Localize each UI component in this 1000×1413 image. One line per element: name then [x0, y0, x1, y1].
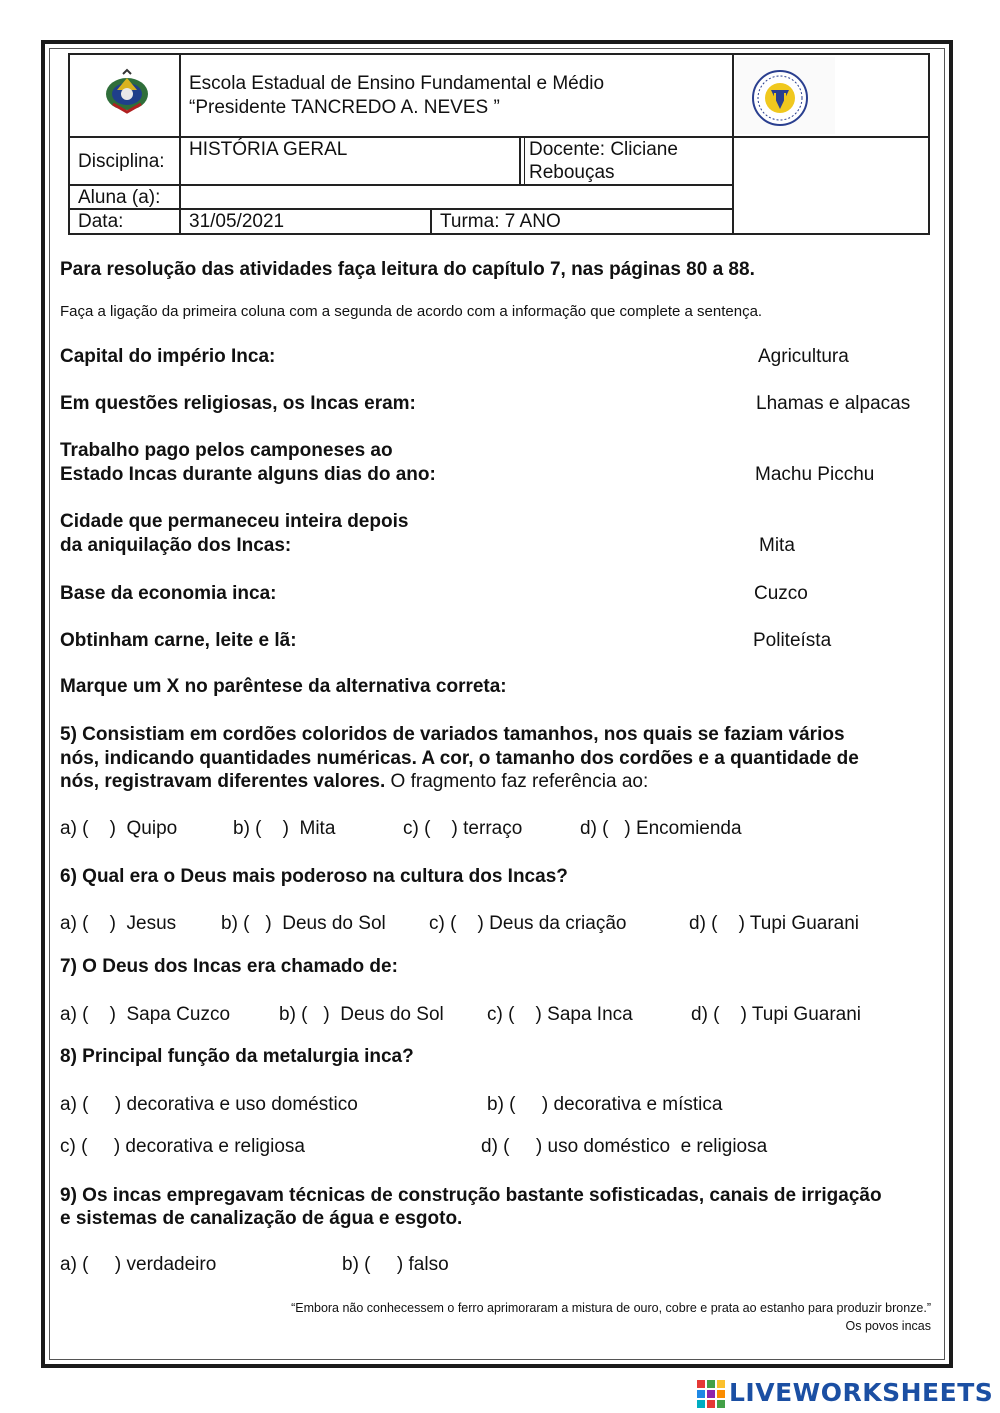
q9-option-b[interactable]: b) ( ) falso [342, 1254, 449, 1275]
q8-text: 8) Principal função da metalurgia inca? [60, 1046, 414, 1067]
disciplina-value: HISTÓRIA GERAL [189, 139, 348, 160]
match-left-1: Capital do império Inca: [60, 346, 276, 367]
q9-line2: e sistemas de canalização de água e esgoto. [60, 1208, 463, 1229]
q7-text: 7) O Deus dos Incas era chamado de: [60, 956, 398, 977]
match-left-4b: da aniquilação dos Incas: [60, 535, 292, 556]
match-right-1[interactable]: Agricultura [758, 346, 849, 367]
q7-option-a[interactable]: a) ( ) Sapa Cuzco [60, 1004, 231, 1025]
match-right-2[interactable]: Lhamas e alpacas [756, 393, 911, 414]
q5-option-d[interactable]: d) ( ) Encomienda [580, 818, 742, 839]
q9-option-a[interactable]: a) ( ) verdadeiro [60, 1254, 217, 1275]
q6-option-b[interactable]: b) ( ) Deus do Sol [221, 913, 386, 934]
aluna-label: Aluna (a): [78, 187, 161, 208]
q6-option-c[interactable]: c) ( ) Deus da criação [429, 913, 627, 934]
q9-line1: 9) Os incas empregavam técnicas de construção bastante sofisticadas, canais de irrigação [60, 1185, 882, 1206]
divider [68, 184, 734, 186]
match-right-6[interactable]: Politeísta [753, 630, 832, 651]
match-left-4a: Cidade que permaneceu inteira depois [60, 511, 409, 532]
match-left-2: Em questões religiosas, os Incas eram: [60, 393, 416, 414]
reading-instruction: Para resolução das atividades faça leitura do capítulo 7, nas páginas 80 a 88. [60, 259, 755, 280]
q7-option-d[interactable]: d) ( ) Tupi Guarani [691, 1004, 862, 1025]
school-name-line1: Escola Estadual de Ensino Fundamental e Médio [189, 73, 605, 94]
q5-option-c[interactable]: c) ( ) terraço [403, 818, 523, 839]
match-left-3a: Trabalho pago pelos camponeses ao [60, 440, 393, 461]
school-seal-icon [735, 57, 835, 134]
q5-option-a[interactable]: a) ( ) Quipo [60, 818, 178, 839]
q6-option-a[interactable]: a) ( ) Jesus [60, 913, 177, 934]
match-right-4[interactable]: Mita [759, 535, 795, 556]
data-value: 31/05/2021 [189, 211, 285, 232]
q8-option-b[interactable]: b) ( ) decorativa e mística [487, 1094, 723, 1115]
q6-text: 6) Qual era o Deus mais poderoso na cultura dos Incas? [60, 866, 568, 887]
divider [524, 138, 525, 184]
divider [519, 136, 521, 185]
school-name-line2: “Presidente TANCREDO A. NEVES ” [189, 97, 500, 118]
docente-line2: Rebouças [529, 162, 615, 183]
match-left-5: Base da economia inca: [60, 583, 277, 604]
q6-option-d[interactable]: d) ( ) Tupi Guarani [689, 913, 860, 934]
match-left-3b: Estado Incas durante alguns dias do ano: [60, 464, 436, 485]
q7-option-c[interactable]: c) ( ) Sapa Inca [487, 1004, 633, 1025]
match-left-6: Obtinham carne, leite e lã: [60, 630, 297, 651]
q8-option-a[interactable]: a) ( ) decorativa e uso doméstico [60, 1094, 358, 1115]
liveworksheets-text: LIVEWORKSHEETS [729, 1378, 994, 1407]
school-logo-icon [103, 68, 151, 116]
q8-option-d[interactable]: d) ( ) uso doméstico e religiosa [481, 1136, 768, 1157]
footer-quote: “Embora não conhecessem o ferro aprimoraram a mistura de ouro, cobre e prata ao estanho para produzir bronze.” [291, 1301, 931, 1315]
q5-line2: nós, indicando quantidades numéricas. A cor, o tamanho dos cordões e a quantidade de [60, 748, 859, 769]
turma-value: Turma: 7 ANO [440, 211, 561, 232]
school-seal [735, 57, 835, 134]
liveworksheets-logo-icon [697, 1380, 725, 1408]
match-right-5[interactable]: Cuzco [754, 583, 808, 604]
q5-line1: 5) Consistiam em cordões coloridos de variados tamanhos, nos quais se faziam vários [60, 724, 845, 745]
q7-option-b[interactable]: b) ( ) Deus do Sol [279, 1004, 444, 1025]
q5-line3-rest: O fragmento faz referência ao: [385, 771, 649, 792]
match-right-3[interactable]: Machu Picchu [755, 464, 875, 485]
mark-instruction: Marque um X no parêntese da alternativa correta: [60, 676, 507, 697]
docente-line1: Docente: Cliciane [529, 139, 678, 160]
divider [430, 208, 432, 235]
q5-option-b[interactable]: b) ( ) Mita [233, 818, 336, 839]
q5-line3-bold: nós, registravam diferentes valores. [60, 771, 386, 792]
page-inner-frame [49, 48, 945, 1360]
disciplina-label: Disciplina: [78, 151, 165, 172]
data-label: Data: [78, 211, 124, 232]
q5-line3 [60, 770, 648, 794]
matching-instruction: Faça a ligação da primeira coluna com a segunda de acordo com a informação que complete a sentença. [60, 303, 763, 320]
divider [68, 208, 734, 210]
q8-option-c[interactable]: c) ( ) decorativa e religiosa [60, 1136, 305, 1157]
footer-source: Os povos incas [845, 1319, 931, 1333]
